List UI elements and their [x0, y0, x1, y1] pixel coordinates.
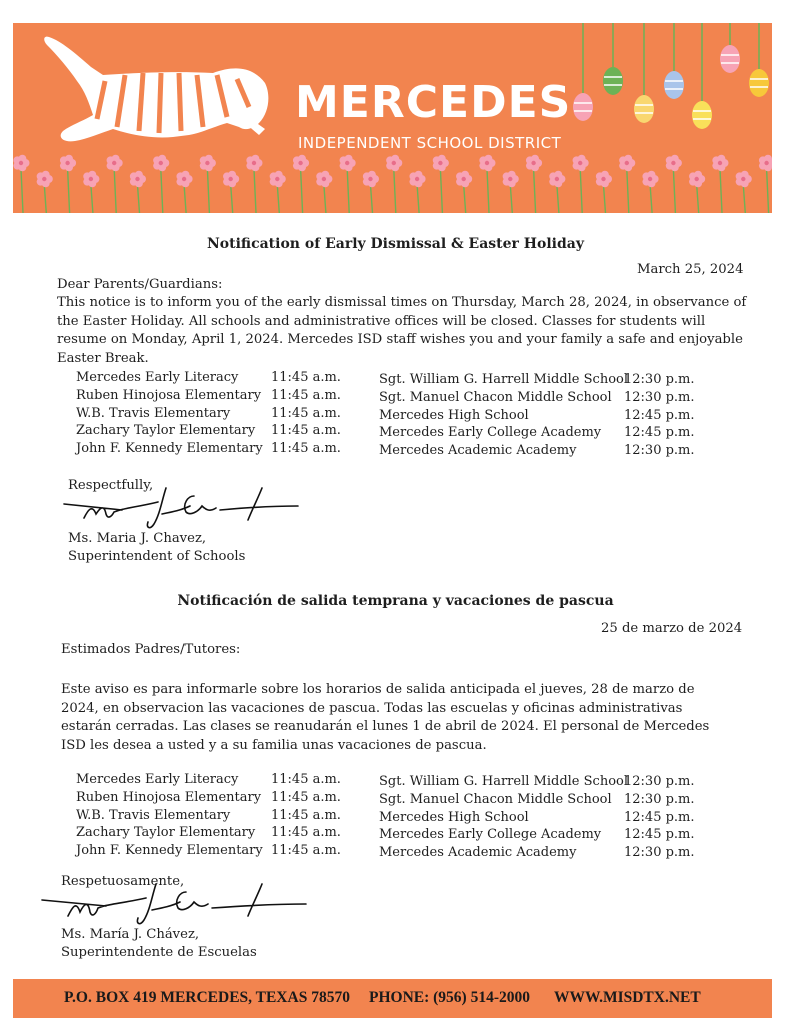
flower-border — [13, 155, 772, 213]
school-name: Mercedes High School — [379, 809, 529, 825]
dismissal-time: 11:45 a.m. — [271, 423, 341, 439]
flower-stem — [277, 185, 279, 213]
district-name: MERCEDES — [295, 77, 572, 128]
school-name: Mercedes Early College Academy — [379, 827, 602, 843]
school-name: Ruben Hinojosa Elementary — [76, 387, 262, 403]
flower-stem — [627, 169, 629, 213]
flower-stem — [91, 185, 93, 213]
dismissal-time: 12:30 p.m. — [624, 389, 695, 405]
spanish-signer: Ms. María J. Chávez, — [61, 927, 200, 942]
school-name: Ruben Hinojosa Elementary — [76, 789, 262, 805]
flower-stem — [534, 169, 536, 213]
spanish-date: 25 de marzo de 2024 — [601, 621, 743, 636]
flower-center — [42, 177, 46, 181]
school-name: Mercedes Academic Academy — [379, 845, 577, 861]
flower-center — [764, 161, 768, 165]
flower-stem — [720, 169, 722, 213]
footer-address: P.O. BOX 419 MERCEDES, TEXAS 78570 — [64, 989, 350, 1006]
flower-stem — [371, 185, 373, 213]
dismissal-time: 12:30 p.m. — [624, 372, 695, 387]
flower-center — [205, 161, 209, 165]
flower-center — [135, 177, 139, 181]
flower-stem — [44, 185, 46, 213]
flower-center — [508, 177, 512, 181]
flower-center — [438, 161, 442, 165]
flower-center — [368, 177, 372, 181]
flower-stem — [557, 185, 559, 213]
flower-stem — [231, 185, 233, 213]
school-name: Zachary Taylor Elementary — [76, 825, 256, 841]
flower-center — [578, 161, 582, 165]
flower-stem — [207, 169, 209, 213]
footer-website[interactable]: WWW.MISDTX.NET — [554, 989, 701, 1006]
flower-stem — [580, 169, 582, 213]
school-name: W.B. Travis Elementary — [76, 405, 231, 421]
flower-stem — [743, 185, 745, 213]
flower-center — [462, 177, 466, 181]
footer-phone: PHONE: (956) 514-2000 — [369, 989, 531, 1006]
flower-center — [65, 161, 69, 165]
dismissal-time: 12:45 p.m. — [624, 407, 695, 423]
flower-stem — [510, 185, 512, 213]
school-name: Sgt. Manuel Chacon Middle School — [379, 791, 612, 807]
flower-stem — [417, 185, 419, 213]
school-name: Mercedes Early Literacy — [76, 370, 239, 385]
dismissal-time: 12:30 p.m. — [624, 443, 695, 459]
school-name: Zachary Taylor Elementary — [76, 423, 256, 439]
flower-center — [625, 161, 629, 165]
spanish-title: Notificación de salida temprana y vacaciones de pascua — [177, 593, 614, 609]
dismissal-time: 11:45 a.m. — [271, 807, 341, 823]
flower-stem — [767, 169, 769, 213]
dismissal-time: 12:45 p.m. — [624, 827, 695, 843]
dismissal-time: 11:45 a.m. — [271, 387, 341, 403]
dismissal-time: 11:45 a.m. — [271, 843, 341, 859]
dismissal-time: 11:45 a.m. — [271, 441, 341, 457]
english-date: March 25, 2024 — [637, 262, 744, 277]
school-name: Sgt. Manuel Chacon Middle School — [379, 389, 612, 405]
dismissal-time: 12:30 p.m. — [624, 845, 695, 861]
flower-center — [19, 161, 23, 165]
dismissal-time: 12:45 p.m. — [624, 809, 695, 825]
flower-stem — [650, 185, 652, 213]
header-banner — [13, 23, 772, 213]
flower-center — [392, 161, 396, 165]
flower-center — [112, 161, 116, 165]
flower-center — [322, 177, 326, 181]
flower-stem — [673, 169, 675, 213]
flower-center — [601, 177, 605, 181]
flower-center — [555, 177, 559, 181]
flower-center — [252, 161, 256, 165]
spanish-closing: Respetuosamente, — [61, 874, 185, 889]
dismissal-time: 11:45 a.m. — [271, 772, 341, 787]
english-signer-title: Superintendent of Schools — [68, 549, 246, 564]
flower-center — [485, 161, 489, 165]
flower-center — [275, 177, 279, 181]
flower-stem — [301, 169, 303, 213]
dismissal-time: 12:45 p.m. — [624, 425, 695, 441]
flower-center — [695, 177, 699, 181]
dismissal-time: 11:45 a.m. — [271, 405, 341, 421]
flower-stem — [440, 169, 442, 213]
school-name: Mercedes Academic Academy — [379, 443, 577, 459]
spanish-body: Este aviso es para informarle sobre los horarios de salida anticipada el jueves, 28 de marzo de 2024, en observacion las vacaciones de pascua. Todas las escuelas y oficinas administrativas estarán cerradas. Las clases se reanudarán el lunes 1 de abril de 2024. El personal de Mercedes ISD les desea a usted y a su familia unas vacaciones de pascua. — [61, 682, 710, 753]
school-name: Mercedes High School — [379, 407, 529, 423]
flower-stem — [324, 185, 326, 213]
english-greeting: Dear Parents/Guardians: — [57, 277, 223, 292]
flower-stem — [114, 169, 116, 213]
english-title: Notification of Early Dismissal & Easter Holiday — [206, 236, 584, 252]
english-closing: Respectfully, — [68, 478, 154, 493]
flower-stem — [487, 169, 489, 213]
spanish-signer-title: Superintendente de Escuelas — [61, 945, 257, 960]
flower-center — [89, 177, 93, 181]
district-subtitle: INDEPENDENT SCHOOL DISTRICT — [298, 134, 562, 152]
flower-center — [298, 161, 302, 165]
flower-stem — [138, 185, 140, 213]
dismissal-time: 11:45 a.m. — [271, 789, 341, 805]
flower-stem — [184, 185, 186, 213]
signature-image — [40, 880, 310, 930]
signature-image — [62, 484, 302, 534]
easter-eggs — [573, 45, 769, 129]
flower-stem — [347, 169, 349, 213]
flower-center — [718, 161, 722, 165]
flower-stem — [68, 169, 70, 213]
dismissal-time: 11:45 a.m. — [271, 370, 341, 385]
dismissal-time: 12:30 p.m. — [624, 791, 695, 807]
school-name: John F. Kennedy Elementary — [76, 843, 263, 859]
flower-center — [182, 177, 186, 181]
school-name: John F. Kennedy Elementary — [76, 441, 263, 457]
school-name: Mercedes Early College Academy — [379, 425, 602, 441]
flower-stem — [464, 185, 466, 213]
flower-center — [159, 161, 163, 165]
dismissal-time: 12:30 p.m. — [624, 774, 695, 789]
flower-center — [741, 177, 745, 181]
footer-bar — [13, 979, 772, 1018]
school-name: Mercedes Early Literacy — [76, 772, 239, 787]
tiger-icon — [44, 37, 268, 142]
flower-center — [415, 177, 419, 181]
flower-center — [531, 161, 535, 165]
flower-center — [671, 161, 675, 165]
school-name: Sgt. William G. Harrell Middle School — [379, 372, 628, 387]
flower-stem — [254, 169, 256, 213]
flower-stem — [161, 169, 163, 213]
flower-stem — [604, 185, 606, 213]
flower-center — [345, 161, 349, 165]
flower-stem — [21, 169, 23, 213]
school-name: Sgt. William G. Harrell Middle School — [379, 774, 628, 789]
school-name: W.B. Travis Elementary — [76, 807, 231, 823]
flower-center — [229, 177, 233, 181]
english-body: This notice is to inform you of the early dismissal times on Thursday, March 28, 2024, in observance of the Easter Holiday. All schools and administrative offices will be closed. Classes for students will resume on Monday, April 1, 2024. Mercedes ISD staff wishes you and your family a safe and enjoyable Easter Break. — [57, 295, 747, 366]
spanish-greeting: Estimados Padres/Tutores: — [61, 642, 241, 657]
flower-center — [648, 177, 652, 181]
english-signer: Ms. Maria J. Chavez, — [68, 531, 207, 546]
flower-stem — [697, 185, 699, 213]
flower-stem — [394, 169, 396, 213]
dismissal-time: 11:45 a.m. — [271, 825, 341, 841]
